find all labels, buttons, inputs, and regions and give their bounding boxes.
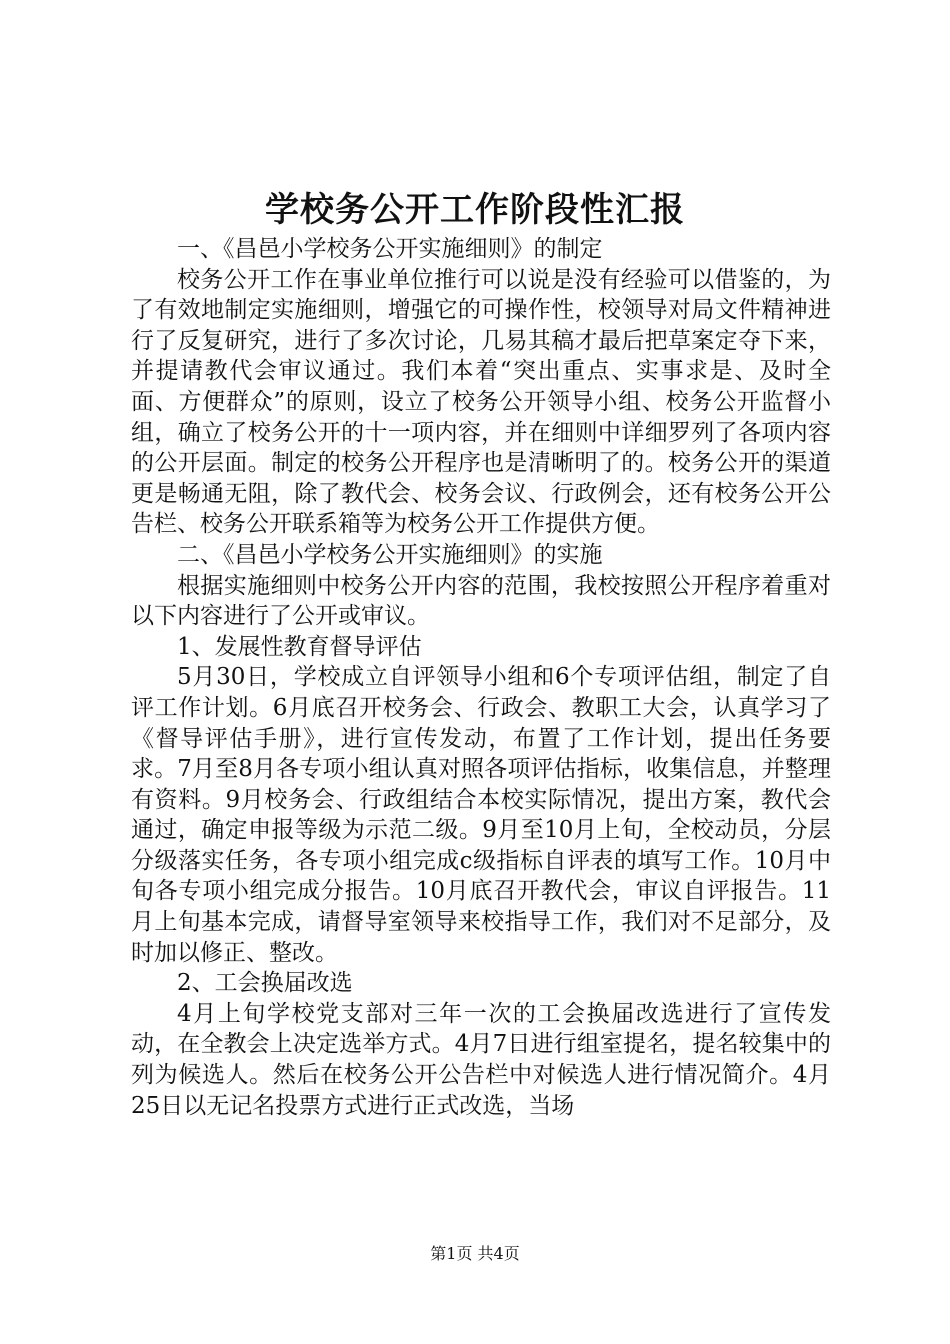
paragraph-2: 根据实施细则中校务公开内容的范围，我校按照公开程序着重对以下内容进行了公开或审议。	[131, 572, 831, 630]
paragraph-3: 5月30日，学校成立自评领导小组和6个专项评估组，制定了自评工作计划。6月底召开校务会、行政会、教职工大会，认真学习了《督导评估手册》，进行宣传发动，布置了工作计划，提出任务要求。7月至8月各专项小组认真对照各项评估指标，收集信息，并整理有资料。9月校务会、行政组结合本校实际情况，提出方案，教代会通过，确定申报等级为示范二级。9月至10月上旬，全校动员，分层分级落实任务，各专项小组完成c级指标自评表的填写工作。10月中旬各专项小组完成分报告。10月底召开教代会，审议自评报告。11月上旬基本完成，请督导室领导来校指导工作，我们对不足部分，及时加以修正、整改。	[131, 664, 831, 966]
document-title: 学校务公开工作阶段性汇报	[265, 190, 685, 230]
paragraph-4: 4月上旬学校党支部对三年一次的工会换届改选进行了宣传发动，在全教会上决定选举方式。4月7日进行组室提名，提名较集中的列为候选人。然后在校务公开公告栏中对候选人进行情况简介。4月25日以无记名投票方式进行正式改选，当场	[131, 1000, 831, 1119]
section-heading-1: 一、《昌邑小学校务公开实施细则》的制定	[177, 236, 603, 262]
subheading-1: 1、发展性教育督导评估	[177, 633, 422, 660]
page-number-footer: 第1页 共4页	[430, 1244, 520, 1263]
section-heading-2: 二、《昌邑小学校务公开实施细则》的实施	[177, 541, 603, 568]
subheading-2: 2、工会换届改选	[177, 970, 353, 997]
document-body	[131, 234, 831, 1121]
paragraph-1: 校务公开工作在事业单位推行可以说是没有经验可以借鉴的，为了有效地制定实施细则，增强它的可操作性，校领导对局文件精神进行了反复研究，进行了多次讨论，几易其稿才最后把草案定夺下来，并提请教代会审议通过。我们本着“突出重点、实事求是、及时全面、方便群众”的原则，设立了校务公开领导小组、校务公开监督小组，确立了校务公开的十一项内容，并在细则中详细罗列了各项内容的公开层面。制定的校务公开程序也是清晰明了的。校务公开的渠道更是畅通无阻，除了教代会、校务会议、行政例会，还有校务公开公告栏、校务公开联系箱等为校务公开工作提供方便。	[131, 266, 831, 538]
